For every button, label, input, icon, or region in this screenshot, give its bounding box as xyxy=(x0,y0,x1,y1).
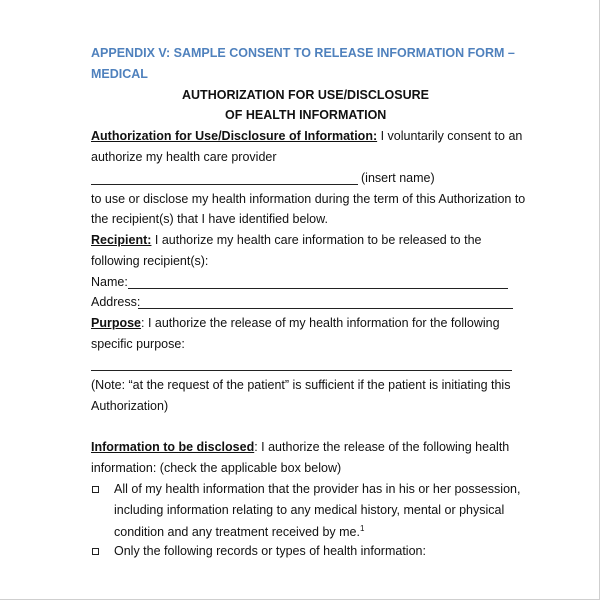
purpose-text: : I authorize the release of my health information for the following xyxy=(141,316,500,330)
all-information-checkbox[interactable] xyxy=(92,486,99,493)
provider-name-line[interactable] xyxy=(91,184,358,185)
option1-line3-text: condition and any treatment received by me. xyxy=(114,525,360,540)
authorization-paragraph-line4: the recipient(s) that I have identified below. xyxy=(91,212,328,226)
insert-name-label: (insert name) xyxy=(361,171,435,185)
footnote-marker: 1 xyxy=(359,524,365,533)
purpose-line[interactable] xyxy=(91,370,512,371)
recipient-text: I authorize my health care information to be released to the xyxy=(151,233,482,247)
purpose-paragraph-line1 xyxy=(91,316,500,330)
appendix-heading-line1: APPENDIX V: SAMPLE CONSENT TO RELEASE INFORMATION FORM – xyxy=(91,46,515,60)
recipient-paragraph-line2: following recipient(s): xyxy=(91,254,209,268)
disclosed-paragraph-line1 xyxy=(91,440,509,454)
disclosed-heading: Information to be disclosed xyxy=(91,440,255,454)
purpose-note-line2: Authorization) xyxy=(91,399,169,413)
authorization-paragraph-line2: authorize my health care provider xyxy=(91,150,277,164)
authorization-text: I voluntarily consent to an xyxy=(377,129,523,143)
recipient-name-line[interactable] xyxy=(128,288,508,289)
authorization-heading: Authorization for Use/Disclosure of Information: xyxy=(91,129,378,143)
recipient-paragraph-line1 xyxy=(91,233,482,247)
recipient-heading: Recipient: xyxy=(91,233,152,247)
authorization-paragraph-line1 xyxy=(91,129,522,143)
option1-line2: including information relating to any medical history, mental or physical xyxy=(114,503,505,517)
disclosed-text: : I authorize the release of the following health xyxy=(254,440,510,454)
recipient-address-line[interactable] xyxy=(138,308,513,309)
option1-line1: All of my health information that the provider has in his or her possession, xyxy=(114,482,521,496)
option2-line1: Only the following records or types of health information: xyxy=(114,544,426,558)
purpose-heading: Purpose xyxy=(91,316,142,330)
specific-records-checkbox[interactable] xyxy=(92,548,99,555)
address-label: Address: xyxy=(91,295,141,309)
purpose-note-line1: (Note: “at the request of the patient” is sufficient if the patient is initiating this xyxy=(91,378,511,392)
authorization-paragraph-line3: to use or disclose my health information during the term of this Authorization to xyxy=(91,192,526,206)
name-label: Name: xyxy=(91,275,128,289)
disclosed-paragraph-line2: information: (check the applicable box below) xyxy=(91,461,342,475)
purpose-paragraph-line2: specific purpose: xyxy=(91,337,185,351)
option1-line3 xyxy=(114,524,364,539)
appendix-heading-line2: MEDICAL xyxy=(91,67,148,81)
form-title-line2: OF HEALTH INFORMATION xyxy=(225,108,387,122)
form-title-line1: AUTHORIZATION FOR USE/DISCLOSURE xyxy=(182,88,429,102)
